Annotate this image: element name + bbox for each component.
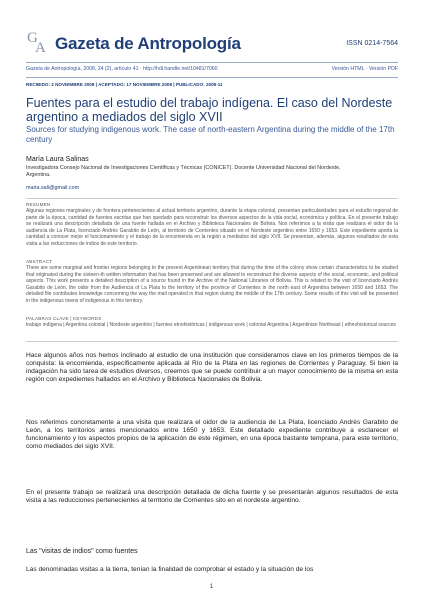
article-title: Fuentes para el estudio del trabajo indígena. El caso del Nordeste argentino a mediados del siglo XVII xyxy=(26,96,393,124)
citation-bar xyxy=(26,65,398,75)
journal-logo-icon xyxy=(26,28,50,54)
masthead xyxy=(26,28,398,62)
citation-rule xyxy=(26,77,398,78)
keywords-label: PALABRAS CLAVE | KEYWORDS xyxy=(26,316,102,321)
divider xyxy=(26,198,398,199)
author-email[interactable]: maria.sali@gmail.com xyxy=(26,185,80,191)
author-name: María Laura Salinas xyxy=(26,156,89,163)
brand-highlight: Antropología xyxy=(137,34,241,53)
keywords-text: trabajo indígena | Argentina colonial | Nordeste argentino | fuentes etnohistóricas | indigenous work | colonial Argentina | Argentinian Northeast | ethnohistorical sources xyxy=(26,322,396,328)
version-links[interactable]: Versión HTML · Versión PDF xyxy=(331,66,398,72)
resumen-label: RESUMEN xyxy=(26,202,51,207)
author-affiliation: Investigadora Consejo Nacional de Investigaciones Científicas y Técnicas (CONICET). Docente Universidad Nacional del Nordeste, Argentina. xyxy=(26,165,341,178)
citation-link[interactable]: Gazeta de Antropología, 2008, 24 (2), artículo 41 · http://hdl.handle.net/10481/7060 xyxy=(26,66,218,72)
issn-label: ISSN 0214-7564 xyxy=(346,40,398,47)
body-paragraph: Las denominadas visitas a la tierra, tenían la finalidad de comprobar el estado y la situación de los xyxy=(26,566,314,573)
journal-brand[interactable] xyxy=(55,34,241,54)
publication-dates: RECIBIDO: 2 NOVIEMBRE 2008 | ACEPTADO: 17 NOVIEMBRE 2008 | PUBLICADO: 2008-11 xyxy=(26,82,223,87)
svg-text:G: G xyxy=(27,30,38,46)
body-paragraph: Nos referimos concretamente a una visita que realizara el oidor de la audiencia de La Plata, licenciado Andrés Garabito de León, a los territorios antes mencionados entre 1650 y 1653. Este detallado expediente contribuye a esclarecer el funcionamiento y los aspectos propios de la aplicación de este régimen, en una época bastante temprana, para este territorio, como mediados del siglo XVII. xyxy=(26,419,398,451)
page-number: 1 xyxy=(209,584,214,590)
svg-text:A: A xyxy=(35,40,46,54)
divider xyxy=(26,341,398,342)
body-paragraph: Hace algunos años nos hemos inclinado al estudio de una institución que consideramos clave en los primeros tiempos de la conquista: la encomienda, específicamente aplicada al Río de la Plata en las regiones de Corrientes y Paraguay. Si bien la indagación ha sido tarea de estudios diversos, creemos que se puede contribuir a un mayor conocimiento de la misma en esta región con expedientes hallados en el Archivo y Biblioteca Nacionales de Bolivia. xyxy=(26,352,398,384)
resumen-text: Algunas regiones marginales y de frontera pertenecientes al actual territorio argentino, durante la etapa colonial, presentan particularidades para el estudio regional de parte de la época, cantidad de fuentes escritas que han quedado para reconstruir los diversos aspectos de la vida social, económica y política. En el presente trabajo se realizará una descripción detallada de una fuente hallada en el Archivo y Biblioteca Nacionales de Bolivia. Nos referimos a la visita que realizara el oidor de la audiencia de La Plata, licenciado Andrés Garabito de León, al territorio de Corrientes situado en el Nordeste argentino entre 1650 y 1653. Este expediente aporta la cantidad a conocer mejor el funcionamiento y el trabajo de la encomienda en la región a mediados del siglo XVII. Se presentan, además, algunos resultados de esta visita a las reducciones de indios de este territorio. xyxy=(26,208,398,247)
abstract-label: ABSTRACT xyxy=(26,259,53,264)
brand-prefix: Gazeta de xyxy=(55,34,138,53)
section-heading: Las "visitas de indios" como fuentes xyxy=(26,548,138,555)
article-subtitle: Sources for studying indigenous work. The case of north-eastern Argentina during the middle of the 17th century xyxy=(26,125,395,144)
abstract-text: There are some marginal and frontier regions belonging to the present Argentinean territory that during the time of the colony show certain characteristics to be studied that originated during the sixteen-th written information that has been preserved and are allowed to reconstruct the diverse aspects of the social, economic, and political aspects. This work presents a detailed description of a source found in the Archive of the National Libraries of Bolivia. This is related to the visit of licenciado Andrés Garabito de León, the oidor from the Audiencia of La Plata to the territory of the province of Corrientes in the north east of Argentina between 1650 and 1653. The detailed file contributes knowledge concerning the way the mail operated in that region during the middle of the 17th century. Some results of this visit will be presented in the indigenous towns of indigenous in this territory. xyxy=(26,265,398,304)
header-rule xyxy=(26,62,398,63)
body-paragraph: En el presente trabajo se realizará una descripción detallada de dicha fuente y se presentarán algunos resultados de esta visita a las reducciones pertenecientes al territorio de Corrientes sito en el nordeste argentino. xyxy=(26,489,398,505)
